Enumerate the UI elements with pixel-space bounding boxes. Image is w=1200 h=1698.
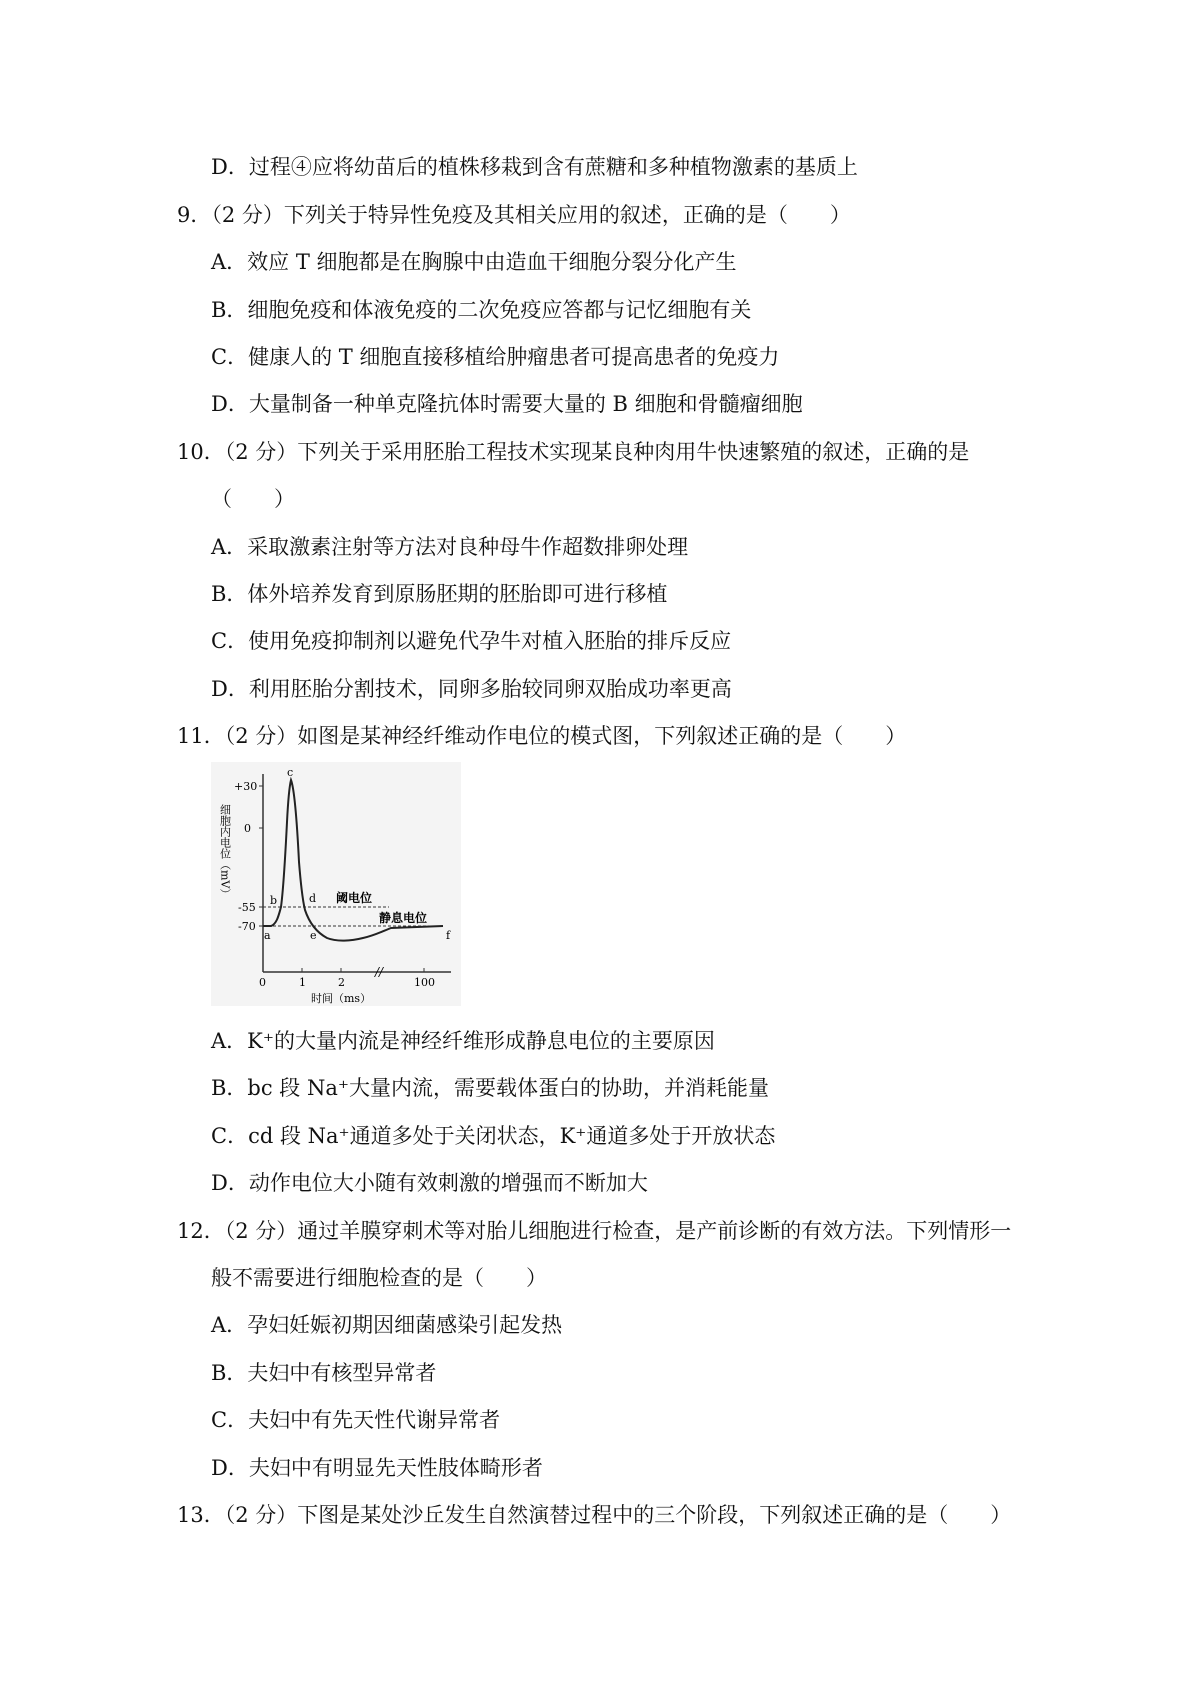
answer-option: D．夫妇中有明显先天性肢体畸形者 [211,1456,543,1480]
answer-option: A．采取激素注射等方法对良种母牛作超数排卵处理 [211,535,689,559]
question-stem: 12．（2 分）通过羊膜穿刺术等对胎儿细胞进行检查，是产前诊断的有效方法。下列情形一 [177,1219,1012,1243]
question-stem: 9．（2 分）下列关于特异性免疫及其相关应用的叙述，正确的是（ ） [177,203,851,227]
answer-option: A．效应 T 细胞都是在胸腺中由造血干细胞分裂分化产生 [211,250,737,274]
answer-option: B．夫妇中有核型异常者 [211,1361,437,1385]
answer-option: B．bc 段 Na⁺大量内流，需要载体蛋白的协助，并消耗能量 [211,1076,769,1100]
answer-option: A．孕妇妊娠初期因细菌感染引起发热 [211,1313,563,1337]
answer-option: D．大量制备一种单克隆抗体时需要大量的 B 细胞和骨髓瘤细胞 [211,392,803,416]
answer-option: C．cd 段 Na⁺通道多处于关闭状态，K⁺通道多处于开放状态 [211,1124,776,1148]
point-label-e: e [310,929,317,942]
y-tick-label: 0 [244,822,251,835]
x-tick-label: 2 [338,976,345,989]
action-potential-chart [211,762,461,1006]
resting-label: 静息电位 [379,911,428,925]
y-axis-label: 细胞内电位（mV） [218,804,232,900]
y-tick-label: +30 [234,780,258,793]
point-label-a: a [264,929,271,942]
y-tick-label: -70 [238,920,256,933]
x-tick-label: 100 [414,976,435,989]
x-axis-label: 时间（ms） [311,992,372,1005]
x-tick-label: 0 [259,976,266,989]
point-label-f: f [446,929,451,942]
answer-option: D．过程④应将幼苗后的植株移栽到含有蔗糖和多种植物激素的基质上 [211,155,858,179]
question-stem: 11．（2 分）如图是某神经纤维动作电位的模式图，下列叙述正确的是（ ） [177,724,907,748]
threshold-label: 阈电位 [336,891,373,905]
question-stem: 13．（2 分）下图是某处沙丘发生自然演替过程中的三个阶段，下列叙述正确的是（ ） [177,1503,1012,1527]
question-continuation: （ ） [211,487,295,511]
answer-option: D．利用胚胎分割技术，同卵多胎较同卵双胎成功率更高 [211,677,732,701]
answer-option: C．健康人的 T 细胞直接移植给肿瘤患者可提高患者的免疫力 [211,345,780,369]
answer-option: C．夫妇中有先天性代谢异常者 [211,1408,501,1432]
answer-option: B．体外培养发育到原肠胚期的胚胎即可进行移植 [211,582,668,606]
point-label-b: b [270,894,278,907]
action-potential-figure [211,762,461,1006]
answer-option: B．细胞免疫和体液免疫的二次免疫应答都与记忆细胞有关 [211,298,752,322]
y-tick-label: -55 [238,901,256,914]
answer-option: D．动作电位大小随有效刺激的增强而不断加大 [211,1171,648,1195]
x-tick-label: 1 [299,976,306,989]
point-label-d: d [309,892,317,905]
answer-option: C．使用免疫抑制剂以避免代孕牛对植入胚胎的排斥反应 [211,629,732,653]
point-label-c: c [287,766,294,779]
answer-option: A．K⁺的大量内流是神经纤维形成静息电位的主要原因 [211,1029,715,1053]
x-axis-break-mark: // [375,965,384,979]
question-continuation: 般不需要进行细胞检查的是（ ） [211,1266,547,1290]
question-stem: 10．（2 分）下列关于采用胚胎工程技术实现某良种肉用牛快速繁殖的叙述，正确的是 [177,440,970,464]
